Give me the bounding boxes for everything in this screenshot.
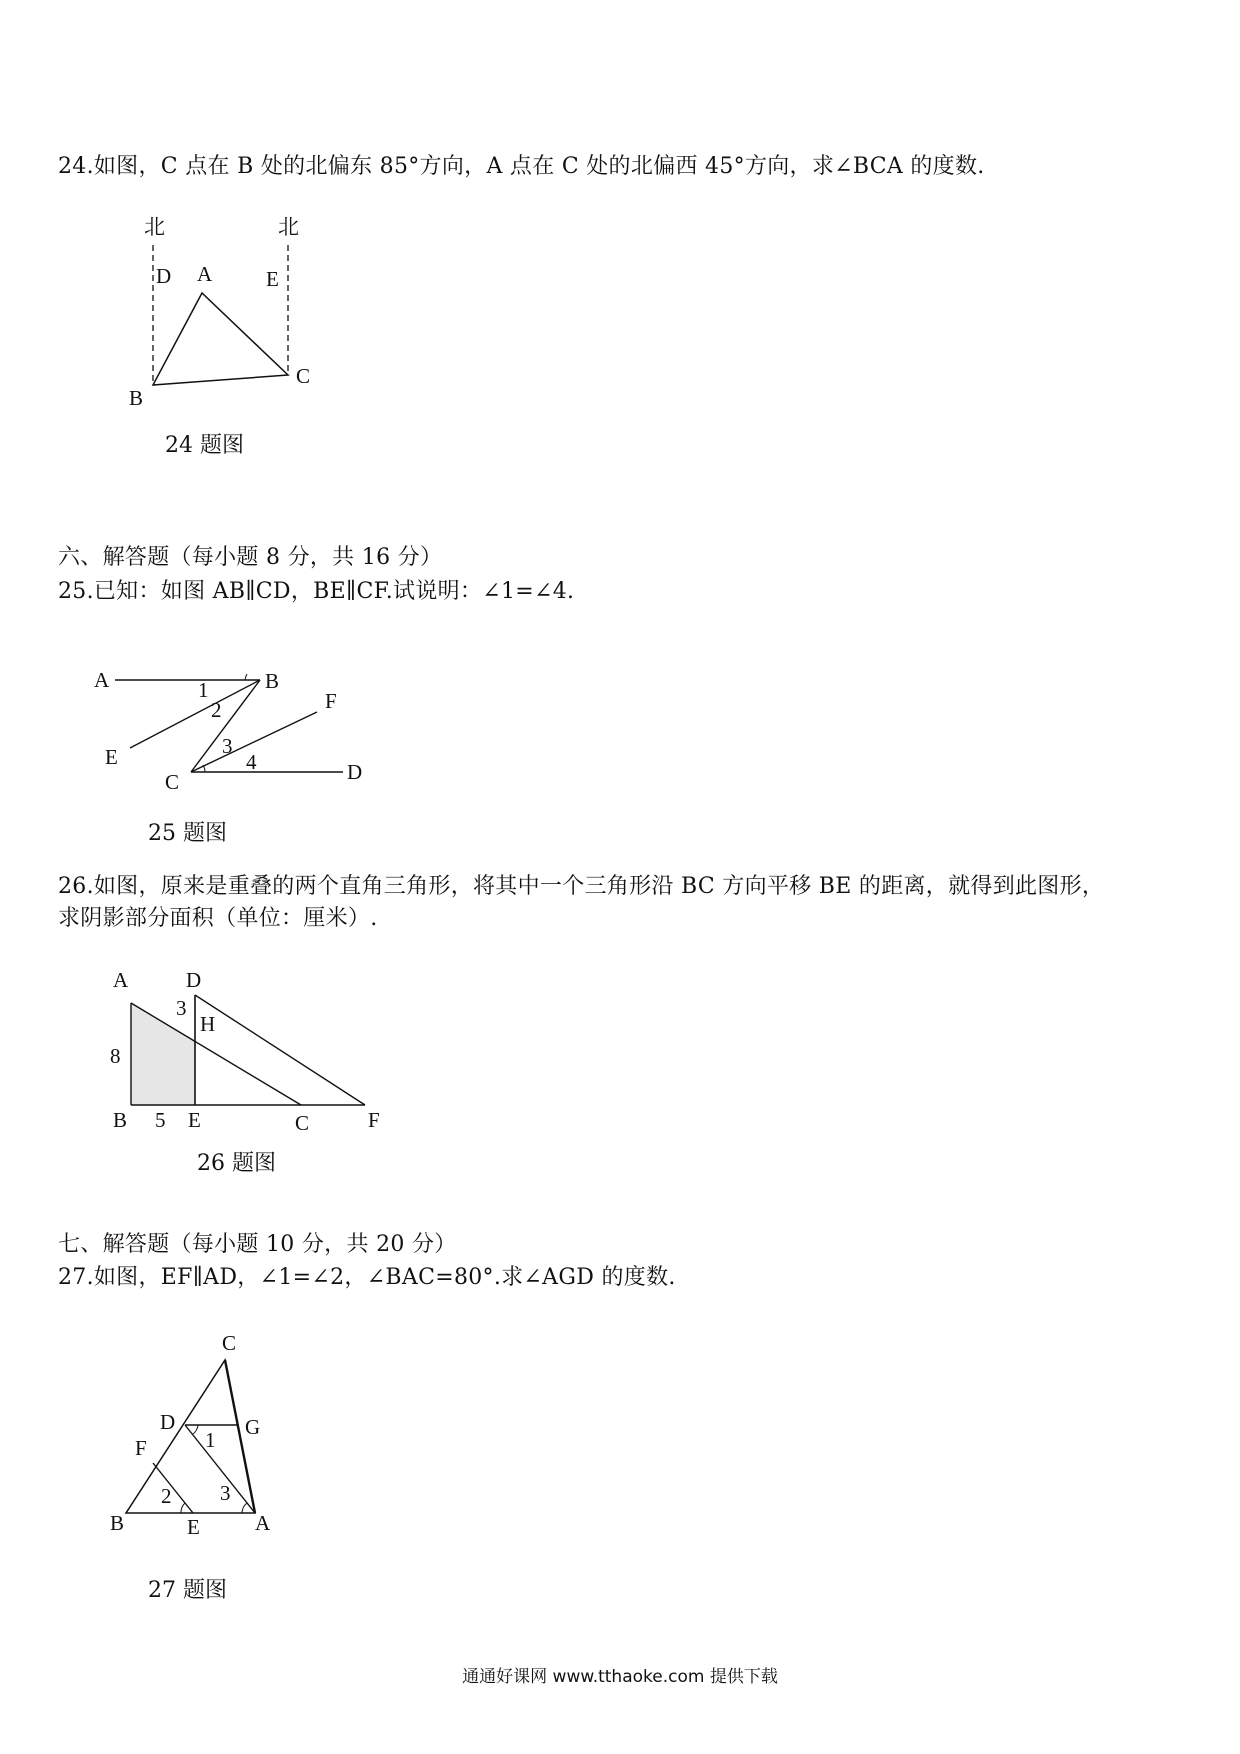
angle-label-3: 3 (220, 1481, 231, 1505)
label-f: F (325, 689, 337, 713)
label-b: B (129, 386, 144, 410)
q27-caption: 27 题图 (148, 1578, 227, 1603)
label-c: C (295, 1111, 310, 1135)
label-a: A (197, 262, 213, 286)
angle-label-1: 1 (198, 678, 209, 702)
label-a: A (94, 668, 110, 692)
angle-label-2: 2 (161, 1484, 172, 1508)
label-a: A (113, 968, 129, 992)
angle-mark-b (245, 674, 247, 680)
q26-caption: 26 题图 (197, 1151, 276, 1176)
q24-figure (120, 215, 330, 415)
section7-title: 七、解答题（每小题 10 分，共 20 分） (58, 1232, 457, 1257)
label-h: H (200, 1012, 216, 1036)
label-b: B (113, 1108, 128, 1132)
label-c: C (222, 1331, 237, 1355)
angle-label-1: 1 (205, 1428, 216, 1452)
q25-text: 25.已知：如图 AB∥CD，BE∥CF.试说明：∠1=∠4. (58, 579, 575, 604)
label-b: B (110, 1511, 125, 1535)
label-e: E (105, 745, 118, 769)
q24-caption: 24 题图 (165, 433, 244, 458)
label-3: 3 (176, 996, 187, 1020)
label-e: E (188, 1108, 201, 1132)
q25-caption: 25 题图 (148, 821, 227, 846)
line-df (195, 995, 365, 1105)
line-fe (153, 1463, 193, 1513)
footer-text: 通通好课网 www.tthaoke.com 提供下载 (462, 1667, 778, 1687)
label-d: D (186, 968, 202, 992)
triangle-abc (153, 293, 288, 385)
label-f: F (135, 1436, 147, 1460)
label-5: 5 (155, 1108, 166, 1132)
angle-label-2: 2 (211, 698, 222, 722)
q27-figure (105, 1330, 325, 1540)
section6-title: 六、解答题（每小题 8 分，共 16 分） (58, 545, 443, 570)
label-e: E (266, 267, 279, 291)
label-e: E (187, 1515, 200, 1539)
line-be (130, 680, 260, 748)
q24-text: 24.如图，C 点在 B 处的北偏东 85°方向，A 点在 C 处的北偏西 45°方向，求∠BCA 的度数. (58, 154, 985, 179)
label-8: 8 (110, 1044, 121, 1068)
angle-mark-3 (242, 1503, 247, 1513)
label-f: F (368, 1108, 380, 1132)
angle-label-3: 3 (222, 734, 233, 758)
label-north-right: 北 (278, 215, 299, 239)
q26-figure (105, 967, 405, 1147)
label-a: A (255, 1511, 271, 1535)
label-d: D (347, 760, 363, 784)
label-c: C (296, 364, 311, 388)
q26-text-line1: 26.如图，原来是重叠的两个直角三角形，将其中一个三角形沿 BC 方向平移 BE 的距离，就得到此图形， (58, 874, 1105, 899)
label-north-left: 北 (144, 215, 165, 239)
label-d: D (156, 264, 172, 288)
q27-text: 27.如图，EF∥AD，∠1=∠2，∠BAC=80°.求∠AGD 的度数. (58, 1265, 676, 1290)
q26-text-line2: 求阴影部分面积（单位：厘米）. (58, 906, 378, 931)
q25-figure (85, 660, 385, 800)
angle-mark-1 (193, 1425, 198, 1434)
label-c: C (165, 770, 180, 794)
label-g: G (245, 1415, 261, 1439)
label-d: D (160, 1410, 176, 1434)
label-b: B (265, 669, 280, 693)
angle-label-4: 4 (246, 750, 257, 774)
angle-mark-2 (181, 1503, 185, 1513)
